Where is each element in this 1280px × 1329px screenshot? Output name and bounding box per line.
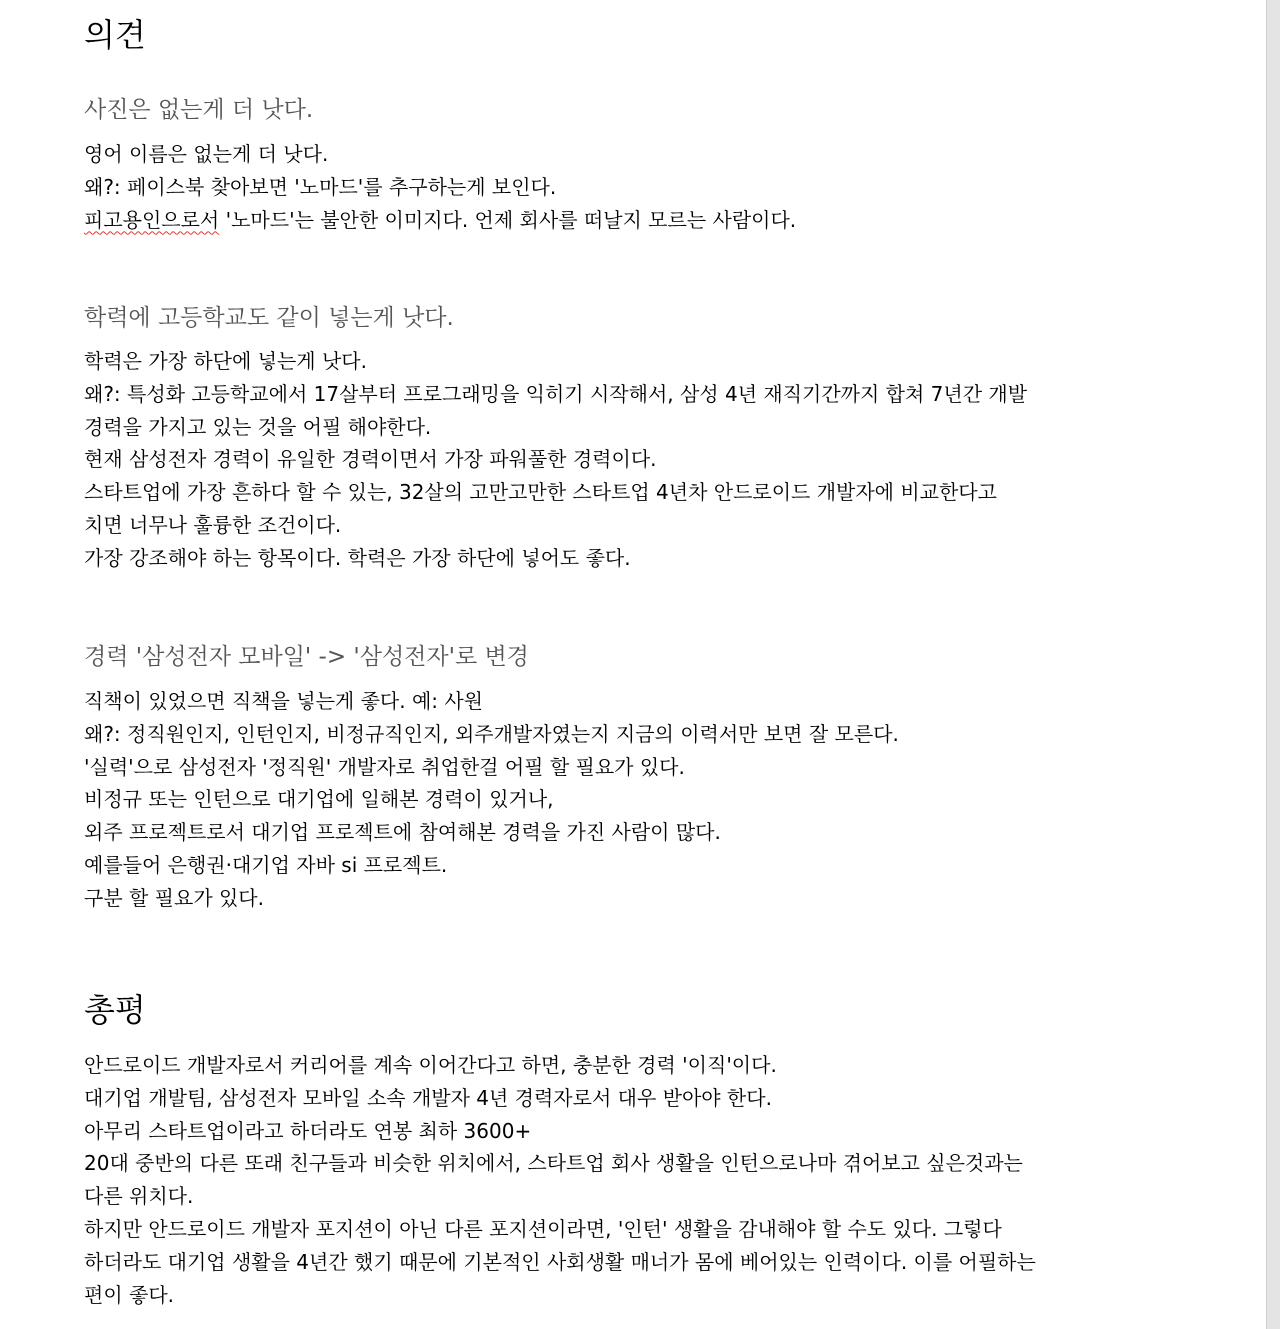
text-line: 아무리 스타트업이라고 하더라도 연봉 최하 3600+ <box>84 1118 532 1143</box>
text-line: 비정규 또는 인턴으로 대기업에 일해본 경력이 있거나, <box>84 787 554 812</box>
text-line: 대기업 개발팀, 삼성전자 모바일 소속 개발자 4년 경력자로서 대우 받아야 한다. <box>84 1085 772 1110</box>
text-line: 다른 위치다. <box>84 1184 194 1209</box>
text-line: '실력'으로 삼성전자 '정직원' 개발자로 취업한걸 어필 할 필요가 있다. <box>84 754 685 779</box>
summary-body <box>84 1049 1036 1311</box>
text-line: 하지만 안드로이드 개발자 포지션이 아닌 다른 포지션이라면, '인턴' 생활을 감내해야 할 수도 있다. 그렇다 <box>84 1216 1002 1241</box>
text-line: 학력은 가장 하단에 넣는게 낫다. <box>84 349 367 373</box>
spellcheck-flagged-word[interactable]: 피고용인으로서 <box>84 207 220 232</box>
text-line: 왜?: 특성화 고등학교에서 17살부터 프로그래밍을 익히기 시작해서, 삼성 4년 재직기간까지 합쳐 7년간 개발 <box>84 381 1028 406</box>
text-line: 20대 중반의 다른 또래 친구들과 비슷한 위치에서, 스타트업 회사 생활을 인턴으로나마 겪어보고 싶은것과는 <box>84 1151 1023 1176</box>
text-line: 편이 좋다. <box>84 1282 174 1307</box>
text-line: 예를들어 은행권·대기업 자바 si 프로젝트. <box>84 852 448 877</box>
section-title-career: 경력 '삼성전자 모바일' -> '삼성전자'로 변경 <box>84 644 529 670</box>
section-education-body <box>84 345 1027 575</box>
text-line: 가장 강조해야 하는 항목이다. 학력은 가장 하단에 넣어도 좋다. <box>84 545 631 570</box>
section-photo-body <box>84 138 796 236</box>
text-line-rest: '노마드'는 불안한 이미지다. 언제 회사를 떠날지 모르는 사람이다. <box>219 207 797 232</box>
text-line: 경력을 가지고 있는 것을 어필 해야한다. <box>84 414 432 439</box>
text-line: 구분 할 필요가 있다. <box>84 885 264 910</box>
heading-summary: 총평 <box>84 991 146 1029</box>
text-line: 치면 너무나 훌륭한 조건이다. <box>84 512 342 537</box>
text-line: 스타트업에 가장 흔하다 할 수 있는, 32살의 고만고만한 스타트업 4년차 안드로이드 개발자에 비교한다고 <box>84 480 997 505</box>
text-line: 하더라도 대기업 생활을 4년간 했기 때문에 기본적인 사회생활 매너가 몸에 베어있는 인력이다. 이를 어필하는 <box>84 1249 1036 1274</box>
section-title-photo: 사진은 없는게 더 낫다. <box>84 97 314 123</box>
text-line: 외주 프로젝트로서 대기업 프로젝트에 참여해본 경력을 가진 사람이 많다. <box>84 820 721 845</box>
heading-opinion: 의견 <box>84 16 146 54</box>
text-line: 현재 삼성전자 경력이 유일한 경력이면서 가장 파워풀한 경력이다. <box>84 447 657 472</box>
text-line: 안드로이드 개발자로서 커리어를 계속 이어간다고 하면, 충분한 경력 '이직'이다. <box>84 1053 777 1077</box>
window-edge <box>1266 0 1280 1329</box>
text-line <box>84 204 796 237</box>
section-title-education: 학력에 고등학교도 같이 넣는게 낫다. <box>84 305 454 331</box>
section-career-body <box>84 685 899 915</box>
text-line: 왜?: 페이스북 찾아보면 '노마드'를 추구하는게 보인다. <box>84 174 557 199</box>
text-line: 영어 이름은 없는게 더 낫다. <box>84 142 329 166</box>
text-line: 직책이 있었으면 직책을 넣는게 좋다. 예: 사원 <box>84 689 483 713</box>
text-line: 왜?: 정직원인지, 인턴인지, 비정규직인지, 외주개발자였는지 지금의 이력서만 보면 잘 모른다. <box>84 721 899 746</box>
